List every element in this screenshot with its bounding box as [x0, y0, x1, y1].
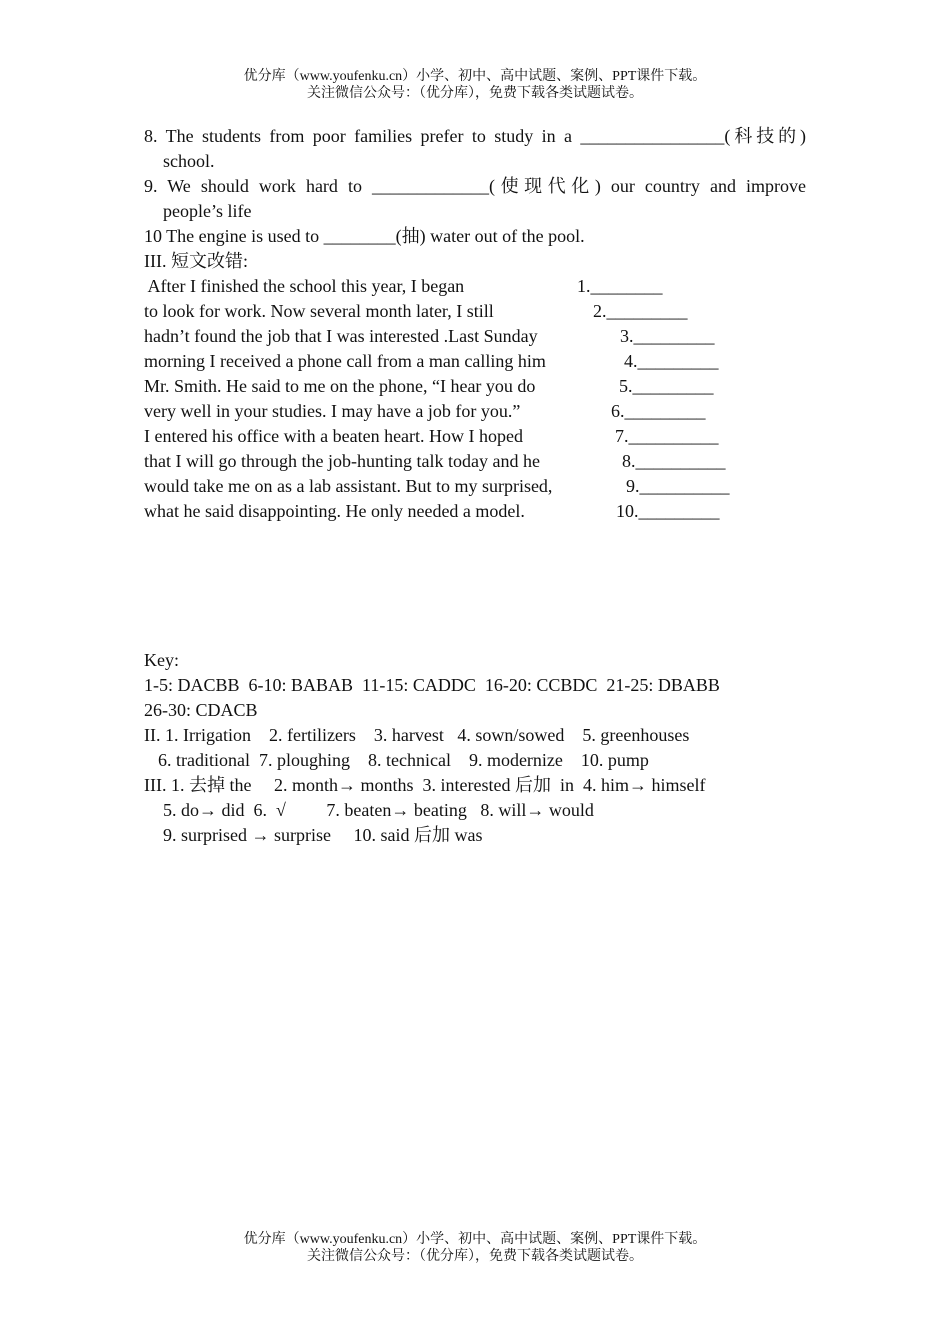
key-line-1: 1-5: DACBB 6-10: BABAB 11-15: CADDC 16-20: CCBDC 21-25: DBABB — [144, 675, 720, 695]
correction-line-5: Mr. Smith. He said to me on the phone, “I hear you do — [144, 376, 536, 396]
correction-line-2: to look for work. Now several month later, I still — [144, 301, 494, 321]
question-8-line-1: 8. The students from poor families prefer to study in a ________________(科技的) — [144, 126, 806, 146]
key-line-6: 5. do→ did 6. √ 7. beaten→ beating 8. will→ would — [163, 800, 594, 820]
correction-line-9: would take me on as a lab assistant. But to my surprised, — [144, 476, 553, 496]
answer-blank-8: 8.__________ — [622, 451, 726, 471]
footer-line-1: 优分库（www.youfenku.cn）小学、初中、高中试题、案例、PPT课件下载。 — [243, 1232, 707, 1247]
section-title-correction: III. 短文改错: — [144, 251, 248, 271]
correction-line-6: very well in your studies. I may have a job for you.” — [144, 401, 521, 421]
question-10: 10 The engine is used to ________(抽) water out of the pool. — [144, 226, 585, 246]
answer-blank-7: 7.__________ — [615, 426, 719, 446]
correction-line-10: what he said disappointing. He only needed a model. — [144, 501, 525, 521]
correction-line-7: I entered his office with a beaten heart. How I hoped — [144, 426, 524, 446]
correction-line-3: hadn’t found the job that I was interested .Last Sunday — [144, 326, 538, 346]
answer-blank-1: 1.________ — [577, 276, 663, 296]
answer-blank-3: 3._________ — [620, 326, 715, 346]
question-9-line-2: people’s life — [163, 201, 252, 221]
answer-blank-9: 9.__________ — [626, 476, 730, 496]
key-line-4: 6. traditional 7. ploughing 8. technical 9. modernize 10. pump — [158, 750, 649, 770]
answer-blank-5: 5._________ — [619, 376, 714, 396]
key-line-7: 9. surprised → surprise 10. said 后加 was — [163, 825, 483, 845]
header-line-1: 优分库（www.youfenku.cn）小学、初中、高中试题、案例、PPT课件下载。 — [243, 69, 707, 84]
question-9-line-1: 9. We should work hard to _____________(使现代化) our country and improve — [144, 176, 806, 196]
key-line-2: 26-30: CDACB — [144, 700, 258, 720]
key-line-3: II. 1. Irrigation 2. fertilizers 3. harvest 4. sown/sowed 5. greenhouses — [144, 725, 690, 745]
footer-line-2: 关注微信公众号：（优分库），免费下载各类试题试卷。 — [307, 1249, 643, 1264]
page-footer — [0, 1231, 950, 1265]
key-line-5: III. 1. 去掉 the 2. month→ months 3. interested 后加 in 4. him→ himself — [144, 775, 706, 795]
answer-blank-4: 4._________ — [624, 351, 719, 371]
key-title: Key: — [144, 650, 179, 670]
question-8-line-2: school. — [163, 151, 215, 171]
page-header — [0, 68, 950, 102]
correction-line-8: that I will go through the job-hunting talk today and he — [144, 451, 540, 471]
answer-blank-10: 10._________ — [616, 501, 720, 521]
correction-line-4: morning I received a phone call from a man calling him — [144, 351, 546, 371]
answer-blank-2: 2._________ — [593, 301, 688, 321]
header-line-2: 关注微信公众号：（优分库），免费下载各类试题试卷。 — [307, 86, 643, 101]
correction-line-1: After I finished the school this year, I began — [144, 276, 465, 296]
answer-blank-6: 6._________ — [611, 401, 706, 421]
